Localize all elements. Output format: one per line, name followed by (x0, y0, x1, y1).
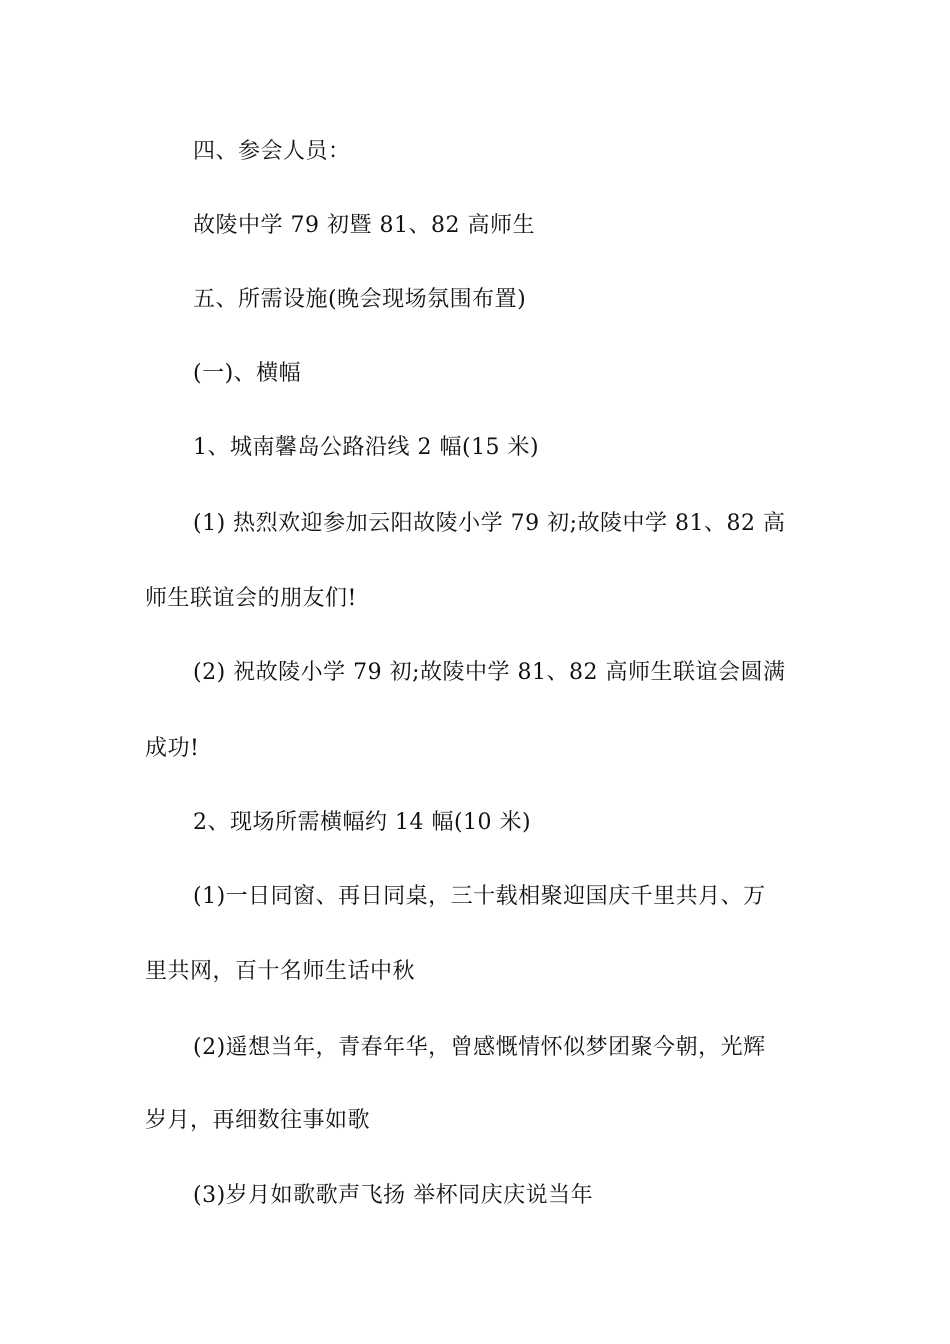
banner-item-2-2: (2)遥想当年，青春年华，曾感慨情怀似梦团聚今朝，光辉 (193, 1035, 766, 1060)
banner-item-1: 1、城南馨岛公路沿线 2 幅(15 米) (193, 435, 540, 460)
banner-item-2: 2、现场所需横幅约 14 幅(10 米) (193, 810, 532, 835)
section-heading-attendees: 四、参会人员： (193, 139, 351, 164)
banner-item-2-1-continued: 里共网，百十名师生话中秋 (145, 959, 416, 984)
banner-item-1-2-continued: 成功! (145, 736, 200, 761)
banner-item-2-2-continued: 岁月，再细数往事如歌 (145, 1108, 371, 1133)
attendees-text: 故陵中学 79 初暨 81、82 高师生 (193, 213, 535, 238)
banner-item-2-1: (1)一日同窗、再日同桌，三十载相聚迎国庆千里共月、万 (193, 884, 766, 909)
banner-item-1-1: (1) 热烈欢迎参加云阳故陵小学 79 初;故陵中学 81、82 高 (193, 511, 786, 536)
subsection-heading-banners: (一)、横幅 (193, 361, 302, 386)
banner-item-2-3: (3)岁月如歌歌声飞扬 举杯同庆庆说当年 (193, 1183, 594, 1208)
banner-item-1-1-continued: 师生联谊会的朋友们! (145, 586, 357, 611)
banner-item-1-2: (2) 祝故陵小学 79 初;故陵中学 81、82 高师生联谊会圆满 (193, 660, 786, 685)
section-heading-facilities: 五、所需设施(晚会现场氛围布置) (193, 287, 527, 312)
